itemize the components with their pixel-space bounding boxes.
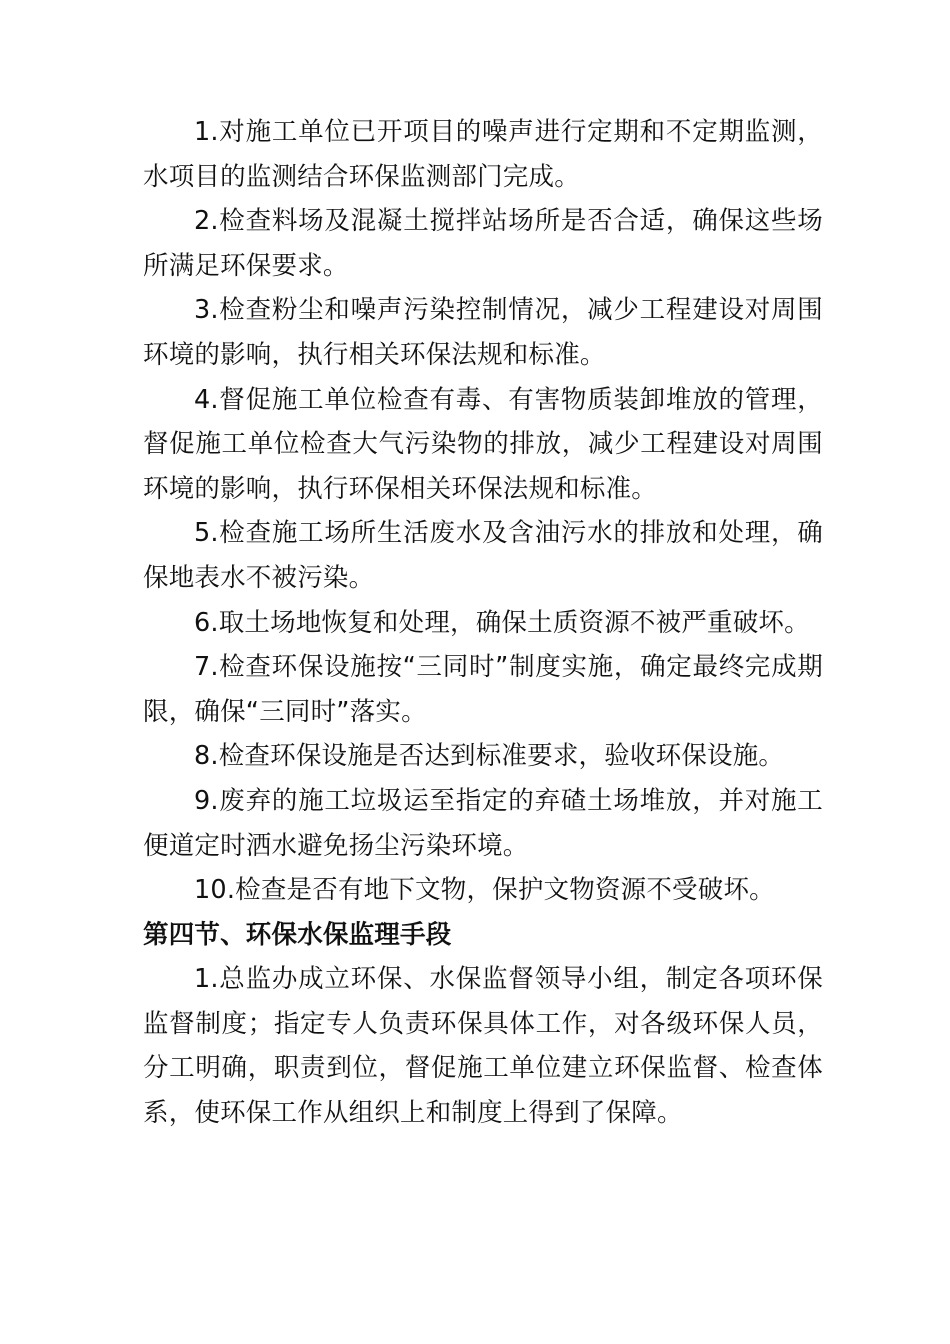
paragraph-8: 8.检查环保设施是否达到标准要求，验收环保设施。 bbox=[194, 741, 785, 772]
paragraph-9: 9.废弃的施工垃圾运至指定的弃碴土场堆放，并对施工便道定时洒水避免扬尘污染环境。 bbox=[143, 785, 823, 861]
paragraph-3: 3.检查粉尘和噪声污染控制情况，减少工程建设对周围环境的影响，执行相关环保法规和标准。 bbox=[143, 295, 823, 370]
document-body bbox=[143, 110, 823, 1136]
paragraph-4: 4.督促施工单位检查有毒、有害物质装卸堆放的管理，督促施工单位检查大气污染物的排放，减少工程建设对周围环境的影响，执行环保相关环保法规和标准。 bbox=[143, 384, 823, 504]
paragraph-7: 7.检查环保设施按“三同时”制度实施，确定最终完成期限，确保“三同时”落实。 bbox=[143, 652, 823, 727]
paragraph-10: 10.检查是否有地下文物，保护文物资源不受破坏。 bbox=[194, 875, 775, 906]
paragraph-1: 1.对施工单位已开项目的噪声进行定期和不定期监测，水项目的监测结合环保监测部门完成。 bbox=[143, 117, 823, 192]
paragraph-5: 5.检查施工场所生活废水及含油污水的排放和处理，确保地表水不被污染。 bbox=[143, 518, 823, 593]
section-heading: 第四节、环保水保监理手段 bbox=[143, 919, 452, 950]
paragraph-6: 6.取土场地恢复和处理，确保土质资源不被严重破坏。 bbox=[194, 607, 810, 638]
paragraph-2: 2.检查料场及混凝土搅拌站场所是否合适，确保这些场所满足环保要求。 bbox=[143, 206, 823, 281]
section-paragraph-1: 1.总监办成立环保、水保监督领导小组，制定各项环保监督制度；指定专人负责环保具体工作，对各级环保人员，分工明确，职责到位，督促施工单位建立环保监督、检查体系，使环保工作从组织上和制度上得到了保障。 bbox=[143, 964, 823, 1129]
